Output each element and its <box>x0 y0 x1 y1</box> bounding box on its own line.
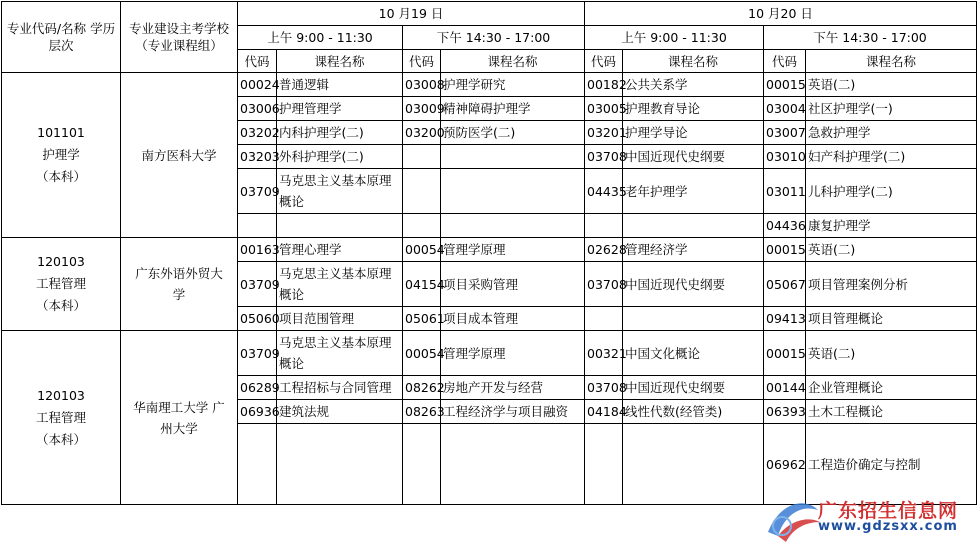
course-name <box>441 145 585 169</box>
major-cell <box>2 238 121 331</box>
course-name <box>441 262 585 307</box>
school-cell <box>121 73 238 238</box>
course-name <box>623 121 764 145</box>
course-name-text: 管理学原理 <box>443 345 506 361</box>
course-name-text: 中国近现代史纲要 <box>625 149 726 164</box>
major-cell <box>2 73 121 238</box>
course-name-text: 护理管理学 <box>279 101 342 116</box>
course-name <box>806 121 977 145</box>
watermark-url: www.gdzsxx.com <box>818 519 958 534</box>
course-name <box>623 307 764 331</box>
course-name <box>806 307 977 331</box>
course-code: 00163 <box>238 238 277 262</box>
course-name-text: 中国文化概论 <box>625 345 701 361</box>
table-row <box>2 73 977 97</box>
header-course-name: 课程名称 <box>623 50 764 73</box>
course-name-text: 马克思主义基本原理概论 <box>279 335 392 371</box>
course-name <box>623 145 764 169</box>
major-major-code: 120103 <box>37 254 85 269</box>
schedule-body <box>2 73 977 505</box>
course-code: 03708 <box>585 145 623 169</box>
course-name <box>806 238 977 262</box>
course-name <box>277 400 403 424</box>
course-code: 08263 <box>403 400 441 424</box>
course-code: 03203 <box>238 145 277 169</box>
course-name <box>623 214 764 238</box>
course-name-text: 管理学原理 <box>443 242 506 257</box>
header-day2-am: 上午 9:00 - 11:30 <box>585 26 764 50</box>
course-name <box>441 169 585 214</box>
course-code: 04154 <box>403 262 441 307</box>
major-level: （本科） <box>35 431 86 447</box>
course-name <box>806 400 977 424</box>
course-code: 00182 <box>585 73 623 97</box>
course-name-text: 老年护理学 <box>625 183 688 199</box>
course-name <box>441 331 585 376</box>
course-code: 06289 <box>238 376 277 400</box>
course-name-text: 土木工程概论 <box>808 404 884 419</box>
course-name-text: 护理学研究 <box>443 77 506 92</box>
course-name-text: 英语(二) <box>808 345 856 361</box>
course-code: 00015 <box>764 238 806 262</box>
course-name-text: 马克思主义基本原理概论 <box>279 266 392 302</box>
school-name: 广东外语外贸大学 <box>135 266 223 302</box>
course-code: 03709 <box>238 331 277 376</box>
course-name <box>623 331 764 376</box>
course-code <box>403 214 441 238</box>
header-school: 专业建设主考学校 （专业课程组） <box>121 2 238 73</box>
course-code: 03008 <box>403 73 441 97</box>
course-name <box>806 73 977 97</box>
course-code: 00144 <box>764 376 806 400</box>
course-name-text: 项目采购管理 <box>443 276 519 292</box>
course-name <box>623 73 764 97</box>
course-name-text: 工程经济学与项目融资 <box>443 404 569 419</box>
header-course-name: 课程名称 <box>277 50 403 73</box>
course-code: 05067 <box>764 262 806 307</box>
course-code: 03010 <box>764 145 806 169</box>
course-name <box>806 331 977 376</box>
course-name-text: 管理经济学 <box>625 242 688 257</box>
major-level: （本科） <box>35 169 86 184</box>
course-name <box>441 238 585 262</box>
major-major-code: 101101 <box>37 125 85 140</box>
course-name <box>277 376 403 400</box>
school-name: 南方医科大学 <box>141 147 217 163</box>
major-major-name: 工程管理 <box>35 276 86 291</box>
major-level: （本科） <box>35 298 86 313</box>
header-code: 代码 <box>585 50 623 73</box>
course-code: 00321 <box>585 331 623 376</box>
school-cell <box>121 238 238 331</box>
course-name-text: 英语(二) <box>808 77 856 92</box>
course-name <box>277 424 403 505</box>
course-name <box>623 376 764 400</box>
header-code: 代码 <box>403 50 441 73</box>
course-name <box>441 121 585 145</box>
course-code: 06393 <box>764 400 806 424</box>
exam-schedule-table <box>1 1 977 505</box>
course-name-text: 管理心理学 <box>279 242 342 257</box>
course-code: 06962 <box>764 424 806 505</box>
major-cell <box>2 331 121 505</box>
course-name <box>623 97 764 121</box>
course-name <box>277 331 403 376</box>
header-day2-pm: 下午 14:30 - 17:00 <box>764 26 977 50</box>
course-code: 00024 <box>238 73 277 97</box>
course-name <box>623 169 764 214</box>
course-name <box>441 214 585 238</box>
course-code: 00015 <box>764 331 806 376</box>
course-code: 03004 <box>764 97 806 121</box>
course-name-text: 英语(二) <box>808 242 856 257</box>
course-code: 05061 <box>403 307 441 331</box>
course-name <box>806 376 977 400</box>
course-name-text: 企业管理概论 <box>808 380 884 395</box>
course-code: 06936 <box>238 400 277 424</box>
course-code: 00054 <box>403 331 441 376</box>
course-code: 02628 <box>585 238 623 262</box>
course-code: 04184 <box>585 400 623 424</box>
course-name-text: 急救护理学 <box>808 125 871 140</box>
course-code: 03709 <box>238 169 277 214</box>
course-code <box>238 214 277 238</box>
course-name-text: 工程造价确定与控制 <box>808 456 921 472</box>
course-name-text: 马克思主义基本原理概论 <box>279 173 392 209</box>
course-code: 03708 <box>585 262 623 307</box>
course-name-text: 线性代数(经管类) <box>625 404 723 419</box>
course-name <box>277 121 403 145</box>
course-name <box>441 307 585 331</box>
course-name <box>623 400 764 424</box>
course-name-text: 项目管理概论 <box>808 311 884 326</box>
course-name-text: 普通逻辑 <box>279 77 330 92</box>
course-name <box>806 262 977 307</box>
course-name-text: 项目范围管理 <box>279 311 355 326</box>
course-name <box>277 97 403 121</box>
course-name-text: 外科护理学(二) <box>279 149 364 164</box>
course-name-text: 预防医学(二) <box>443 125 516 140</box>
course-name <box>277 73 403 97</box>
course-name-text: 中国近现代史纲要 <box>625 380 726 395</box>
course-code: 03709 <box>238 262 277 307</box>
course-name <box>277 145 403 169</box>
course-name <box>623 424 764 505</box>
course-name-text: 康复护理学 <box>808 218 871 233</box>
course-name <box>441 400 585 424</box>
course-code <box>585 424 623 505</box>
course-name <box>441 97 585 121</box>
course-code: 04435 <box>585 169 623 214</box>
course-name-text: 中国近现代史纲要 <box>625 276 726 292</box>
course-code <box>585 214 623 238</box>
course-name <box>277 169 403 214</box>
header-code: 代码 <box>764 50 806 73</box>
course-code: 03011 <box>764 169 806 214</box>
course-name <box>806 145 977 169</box>
header-code: 代码 <box>238 50 277 73</box>
header-day2: 10 月20 日 <box>585 2 977 26</box>
course-name-text: 项目成本管理 <box>443 311 519 326</box>
course-name <box>277 214 403 238</box>
table-row <box>2 238 977 262</box>
course-code: 00054 <box>403 238 441 262</box>
course-code: 08262 <box>403 376 441 400</box>
course-name-text: 社区护理学(一) <box>808 101 893 116</box>
school-cell <box>121 331 238 505</box>
course-name-text: 工程招标与合同管理 <box>279 380 392 395</box>
course-name-text: 儿科护理学(二) <box>808 183 893 199</box>
school-name: 华南理工大学 广州大学 <box>133 399 225 436</box>
course-name <box>277 262 403 307</box>
course-code: 03708 <box>585 376 623 400</box>
course-code <box>585 307 623 331</box>
course-name-text: 项目管理案例分析 <box>808 276 909 292</box>
course-code: 03007 <box>764 121 806 145</box>
course-code <box>403 145 441 169</box>
course-code: 09413 <box>764 307 806 331</box>
course-name <box>441 73 585 97</box>
course-name <box>806 214 977 238</box>
header-major: 专业代码/名称 学历层次 <box>2 2 121 73</box>
course-code: 04436 <box>764 214 806 238</box>
table-row <box>2 331 977 376</box>
watermark-name: 广东招生信息网 <box>818 500 959 522</box>
course-code: 00015 <box>764 73 806 97</box>
course-name-text: 内科护理学(二) <box>279 125 364 140</box>
course-code: 03200 <box>403 121 441 145</box>
course-name <box>441 376 585 400</box>
course-name-text: 精神障碍护理学 <box>443 101 531 116</box>
course-name-text: 建筑法规 <box>279 404 330 419</box>
course-code: 03009 <box>403 97 441 121</box>
course-code <box>403 424 441 505</box>
course-name <box>623 238 764 262</box>
course-code: 05060 <box>238 307 277 331</box>
major-major-name: 护理学 <box>42 147 80 162</box>
course-name-text: 房地产开发与经营 <box>443 380 544 395</box>
course-code: 03202 <box>238 121 277 145</box>
course-name <box>623 262 764 307</box>
course-code: 03005 <box>585 97 623 121</box>
course-name-text: 护理学导论 <box>625 125 688 140</box>
course-code <box>238 424 277 505</box>
header-day1-pm: 下午 14:30 - 17:00 <box>403 26 585 50</box>
major-major-code: 120103 <box>37 387 85 403</box>
course-name <box>441 424 585 505</box>
course-code: 03006 <box>238 97 277 121</box>
course-code: 03201 <box>585 121 623 145</box>
header-day1: 10 月19 日 <box>238 2 585 26</box>
course-name <box>806 97 977 121</box>
header-course-name: 课程名称 <box>441 50 585 73</box>
course-code <box>403 169 441 214</box>
course-name <box>277 238 403 262</box>
course-name-text: 妇产科护理学(二) <box>808 149 906 164</box>
header-course-name: 课程名称 <box>806 50 977 73</box>
course-name <box>277 307 403 331</box>
course-name-text: 公共关系学 <box>625 77 688 92</box>
course-name <box>806 169 977 214</box>
header-day1-am: 上午 9:00 - 11:30 <box>238 26 403 50</box>
major-major-name: 工程管理 <box>35 409 86 425</box>
course-name-text: 护理教育导论 <box>625 101 701 116</box>
